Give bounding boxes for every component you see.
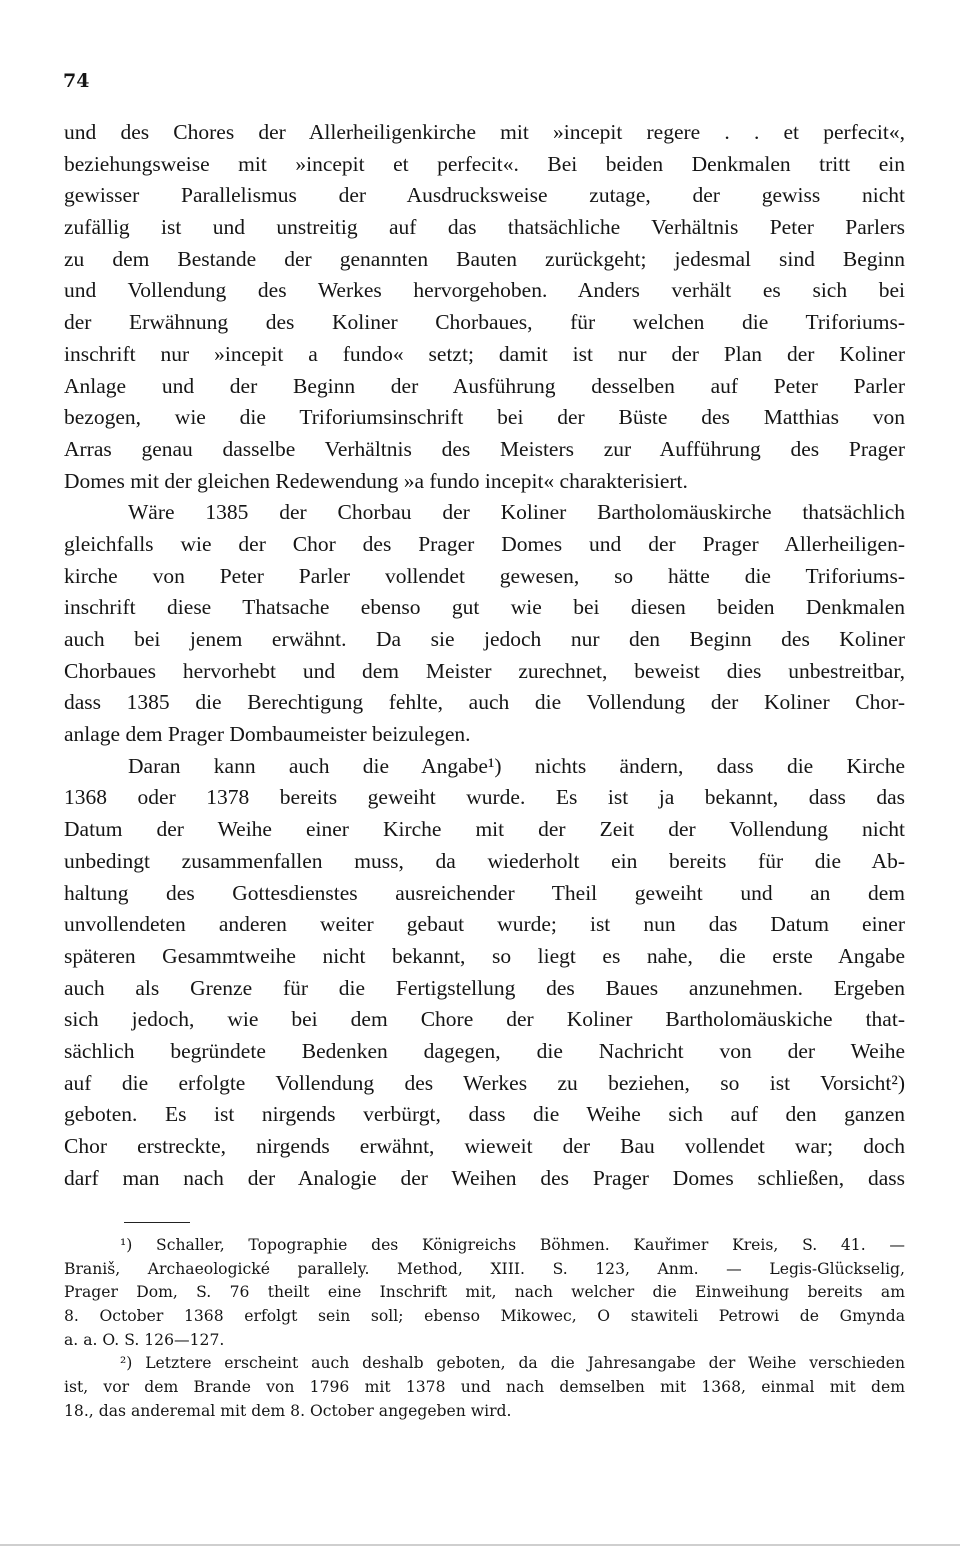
- text-line: inschrift diese Thatsache ebenso gut wie bei diesen beiden Denkmalen: [64, 595, 905, 620]
- text-line: sächlich begründete Bedenken dagegen, die Nachricht von der Weihe: [64, 1038, 905, 1063]
- footnotes: [64, 1234, 905, 1424]
- page-number: 74: [63, 70, 90, 92]
- text-line: Chorbaues hervorhebt und dem Meister zurechnet, beweist dies unbestreitbar,: [64, 658, 905, 683]
- body-text: [64, 117, 905, 1194]
- text-line: Anlage und der Beginn der Ausführung desselben auf Peter Parler: [64, 373, 905, 398]
- text-line: Daran kann auch die Angabe¹) nichts ändern, dass die Kirche: [128, 753, 905, 778]
- text-line: 1368 oder 1378 bereits geweiht wurde. Es ist ja bekannt, dass das: [64, 785, 905, 810]
- text-line: zu dem Bestande der genannten Bauten zurückgeht; jedesmal sind Beginn: [64, 246, 905, 271]
- text-line: dass 1385 die Berechtigung fehlte, auch die Vollendung der Koliner Chor-: [64, 690, 905, 715]
- footnote-line: ist, vor dem Brande von 1796 mit 1378 und nach demselben mit 1368, einmal mit dem: [64, 1378, 905, 1397]
- text-line: Datum der Weihe einer Kirche mit der Zeit der Vollendung nicht: [64, 817, 905, 842]
- text-line: kirche von Peter Parler vollendet gewesen, so hätte die Triforiums-: [64, 563, 905, 588]
- text-line: unbedingt zusammenfallen muss, da wiederholt ein bereits für die Ab-: [64, 848, 905, 873]
- footnote-line: a. a. O. S. 126—127.: [64, 1330, 225, 1349]
- text-line: auch als Grenze für die Fertigstellung des Baues anzunehmen. Ergeben: [64, 975, 905, 1000]
- text-line: geboten. Es ist nirgends verbürgt, dass die Weihe sich auf den ganzen: [64, 1102, 905, 1127]
- text-line: beziehungsweise mit »incepit et perfecit«. Bei beiden Denkmalen tritt ein: [64, 151, 905, 176]
- footnote-line: ²) Letztere erscheint auch deshalb geboten, da die Jahresangabe der Weihe verschieden: [120, 1354, 905, 1373]
- text-line: haltung des Gottesdienstes ausreichender Theil geweiht und an dem: [64, 880, 905, 905]
- text-line: gleichfalls wie der Chor des Prager Domes und der Prager Allerheiligen-: [64, 531, 905, 556]
- text-line: inschrift nur »incepit a fundo« setzt; damit ist nur der Plan der Koliner: [64, 341, 905, 366]
- text-line: der Erwähnung des Koliner Chorbaues, für welchen die Triforiums-: [64, 310, 905, 335]
- text-line: und Vollendung des Werkes hervorgehoben. Anders verhält es sich bei: [64, 278, 905, 303]
- text-line: unvollendeten anderen weiter gebaut wurde; ist nun das Datum einer: [64, 912, 905, 937]
- text-line: darf man nach der Analogie der Weihen des Prager Domes schließen, dass: [64, 1165, 905, 1190]
- footnote-line: 8. October 1368 erfolgt sein soll; ebenso Mikowec, O stawiteli Petrowi de Gmynda: [64, 1307, 905, 1326]
- text-line: Arras genau dasselbe Verhältnis des Meisters zur Aufführung des Prager: [64, 436, 905, 461]
- text-line: späteren Gesammtweihe nicht bekannt, so liegt es nahe, die erste Angabe: [64, 943, 905, 968]
- text-line: zufällig ist und unstreitig auf das thatsächliche Verhältnis Peter Parlers: [64, 215, 905, 240]
- footnote-line: Prager Dom, S. 76 theilt eine Inschrift mit, nach welcher die Einweihung bereits am: [64, 1283, 905, 1302]
- text-line: auch bei jenem erwähnt. Da sie jedoch nur den Beginn des Koliner: [64, 627, 905, 651]
- footnote-line: ¹) Schaller, Topographie des Königreichs Böhmen. Kauřimer Kreis, S. 41. —: [120, 1236, 905, 1254]
- footnote-line: Braniš, Archaeologické parallely. Method, XIII. S. 123, Anm. — Legis-Glückselig,: [64, 1259, 905, 1278]
- text-line: Wäre 1385 der Chorbau der Koliner Bartholomäuskirche thatsächlich: [128, 500, 905, 525]
- footnote-line: 18., das anderemal mit dem 8. October angegeben wird.: [64, 1401, 512, 1420]
- text-line: und des Chores der Allerheiligenkirche mit »incepit regere . . et perfecit«,: [64, 120, 905, 144]
- page-edge: [0, 1544, 960, 1546]
- text-line: gewisser Parallelismus der Ausdrucksweise zutage, der gewiss nicht: [64, 183, 905, 208]
- text-line: sich jedoch, wie bei dem Chore der Koliner Bartholomäuskiche that-: [64, 1007, 905, 1032]
- text-line: Chor erstreckte, nirgends erwähnt, wieweit der Bau vollendet war; doch: [64, 1134, 905, 1158]
- text-line: anlage dem Prager Dombaumeister beizulegen.: [64, 722, 471, 747]
- text-line: bezogen, wie die Triforiumsinschrift bei der Büste des Matthias von: [64, 405, 905, 430]
- text-line: auf die erfolgte Vollendung des Werkes zu beziehen, so ist Vorsicht²): [64, 1070, 905, 1095]
- footnote-separator: [124, 1222, 190, 1223]
- text-line: Domes mit der gleichen Redewendung »a fundo incepit« charakterisiert.: [64, 468, 688, 493]
